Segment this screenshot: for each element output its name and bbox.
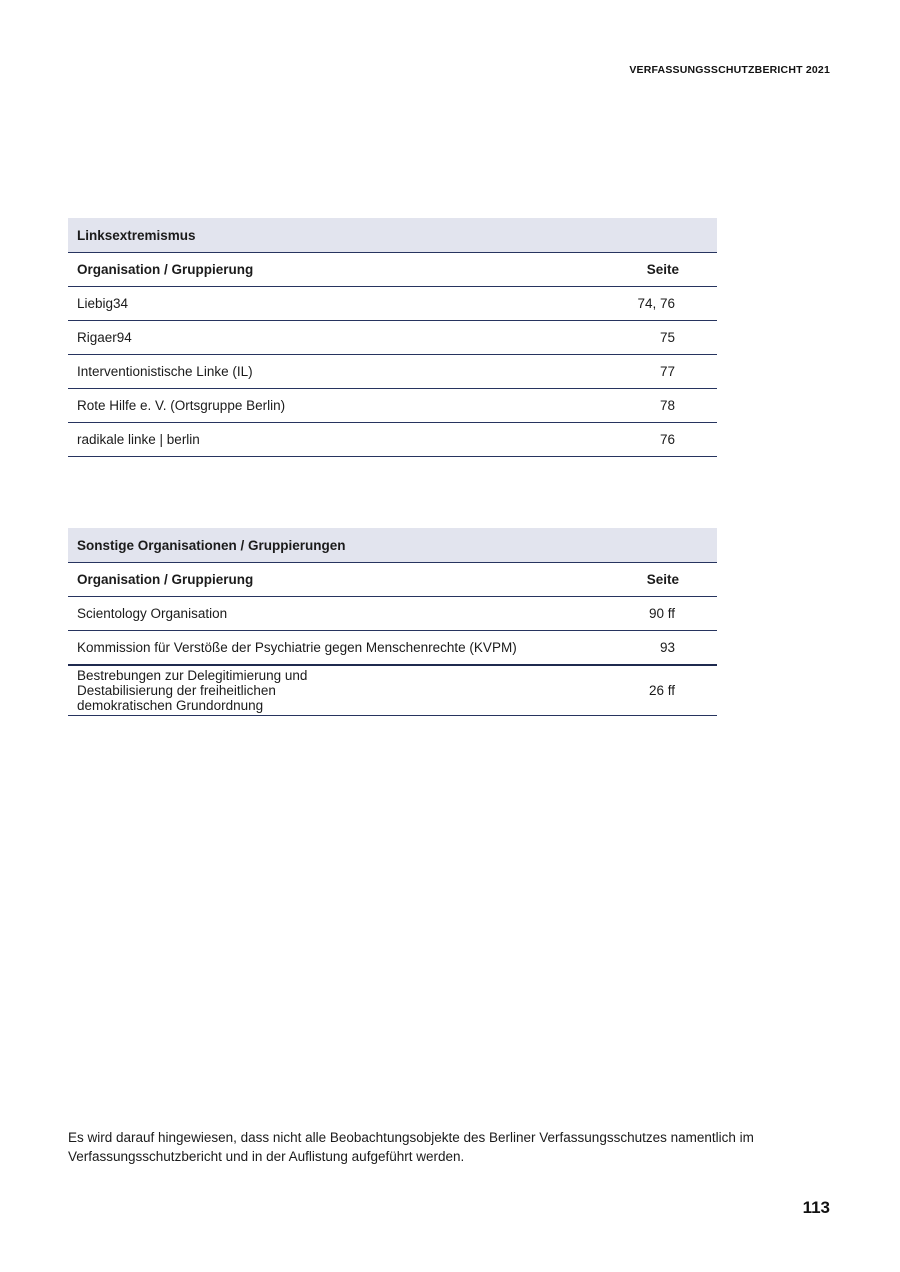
page-reference: 74, 76	[546, 287, 717, 321]
page-reference: 76	[546, 423, 717, 457]
organisation-name: Bestrebungen zur Delegitimierung und Destabilisierung der freiheitlichen demokratischen Grundordnung	[68, 665, 546, 716]
linksextremismus-table	[68, 218, 717, 457]
page-reference: 75	[546, 321, 717, 355]
page-reference: 77	[546, 355, 717, 389]
sonstige-organisationen-table	[68, 528, 717, 716]
table-row	[68, 597, 717, 631]
column-header-page: Seite	[546, 563, 717, 597]
page-reference: 26 ff	[546, 665, 717, 716]
table-section-row	[68, 218, 717, 253]
table-header-row	[68, 563, 717, 597]
table-section-row	[68, 528, 717, 563]
organisation-name: Kommission für Verstöße der Psychiatrie gegen Menschenrechte (KVPM)	[68, 631, 546, 666]
table-row	[68, 321, 717, 355]
page-reference: 90 ff	[546, 597, 717, 631]
organisation-name: Rigaer94	[68, 321, 546, 355]
table-header-row	[68, 253, 717, 287]
organisation-name: Rote Hilfe e. V. (Ortsgruppe Berlin)	[68, 389, 546, 423]
running-header: VERFASSUNGSSCHUTZBERICHT 2021	[629, 64, 830, 76]
page-reference: 78	[546, 389, 717, 423]
column-header-organisation: Organisation / Gruppierung	[68, 253, 546, 287]
organisation-name: radikale linke | berlin	[68, 423, 546, 457]
table-row	[68, 355, 717, 389]
organisation-name: Interventionistische Linke (IL)	[68, 355, 546, 389]
table-row	[68, 665, 717, 716]
organisation-name: Liebig34	[68, 287, 546, 321]
column-header-page: Seite	[546, 253, 717, 287]
column-header-organisation: Organisation / Gruppierung	[68, 563, 546, 597]
footnote: Es wird darauf hingewiesen, dass nicht alle Beobachtungsobjekte des Berliner Verfassungsschutzes namentlich im Verfassungsschutzbericht und in der Auflistung aufgeführt werden.	[68, 1130, 754, 1164]
page-reference: 93	[546, 631, 717, 666]
table-row	[68, 423, 717, 457]
table-row	[68, 389, 717, 423]
section-title: Sonstige Organisationen / Gruppierungen	[68, 528, 717, 563]
organisation-name: Scientology Organisation	[68, 597, 546, 631]
section-title: Linksextremismus	[68, 218, 717, 253]
table-row	[68, 287, 717, 321]
page-number: 113	[802, 1198, 830, 1217]
table-row	[68, 631, 717, 666]
